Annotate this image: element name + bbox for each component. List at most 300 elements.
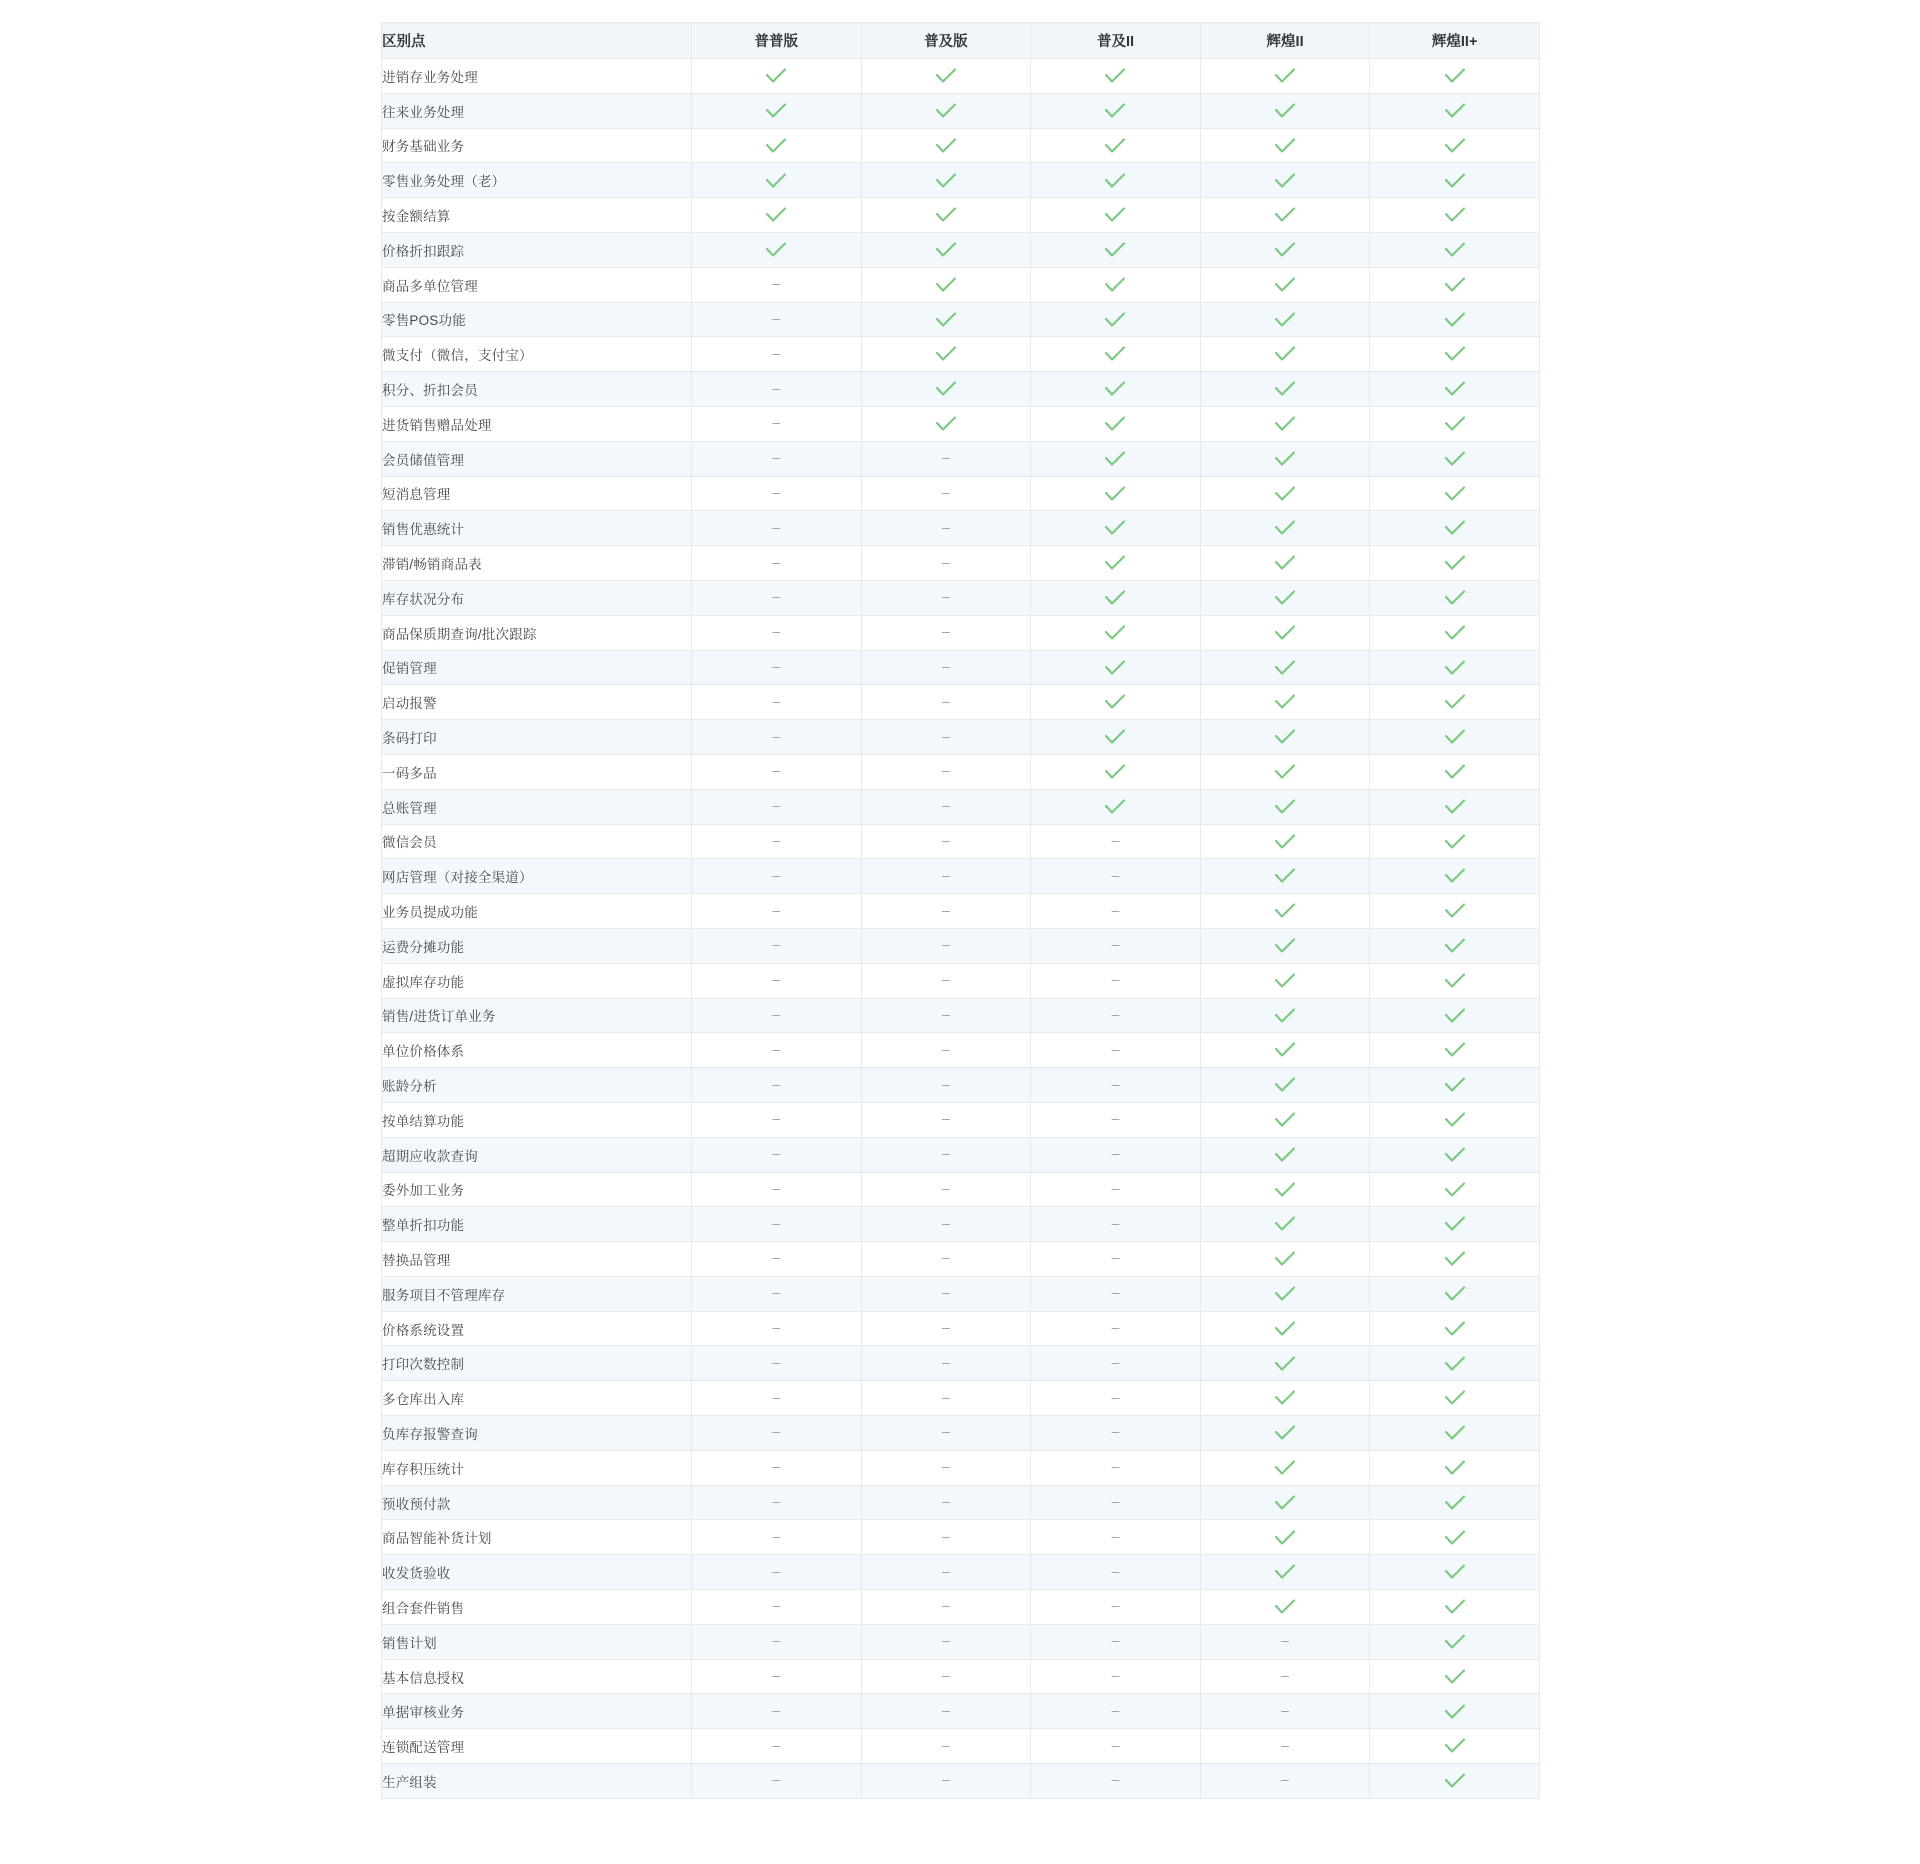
feature-support-cell [861,1694,1031,1729]
feature-support-cell [861,1450,1031,1485]
feature-support-cell [1370,720,1540,755]
feature-support-cell [1200,1381,1370,1416]
feature-support-cell [861,1729,1031,1764]
feature-support-cell [861,59,1031,94]
feature-support-cell [1370,615,1540,650]
check-icon [1274,1564,1296,1580]
feature-support-cell [1031,789,1201,824]
feature-support-cell [1200,1207,1370,1242]
check-icon [1444,1147,1466,1163]
table-header-row [382,23,1540,59]
feature-name-cell: 库存状况分布 [382,580,692,615]
check-icon [1444,1564,1466,1580]
feature-support-cell [1370,1729,1540,1764]
feature-support-cell [692,546,862,581]
feature-support-cell [692,894,862,929]
feature-name-cell: 财务基础业务 [382,128,692,163]
feature-support-cell [692,302,862,337]
check-icon [1444,903,1466,919]
feature-support-cell [1031,163,1201,198]
dash-icon: – [941,518,950,535]
feature-support-cell [692,998,862,1033]
table-row [382,1068,1540,1103]
feature-support-cell [692,1207,862,1242]
feature-support-cell [1200,754,1370,789]
table-row [382,1555,1540,1590]
feature-support-cell [1031,476,1201,511]
check-icon [1444,242,1466,258]
check-icon [1274,764,1296,780]
dash-icon: – [941,971,950,988]
dash-icon: – [1111,1040,1120,1057]
feature-support-cell [692,1694,862,1729]
dash-icon: – [941,1214,950,1231]
check-icon [1274,590,1296,606]
dash-icon: – [1111,1667,1120,1684]
dash-icon: – [772,1214,781,1231]
feature-support-cell [692,128,862,163]
feature-support-cell [1370,859,1540,894]
column-header-feature: 区别点 [382,23,692,59]
feature-support-cell [1200,998,1370,1033]
feature-support-cell [692,441,862,476]
feature-name-cell: 按金额结算 [382,198,692,233]
check-icon [1274,1460,1296,1476]
dash-icon: – [772,1319,781,1336]
table-row [382,1729,1540,1764]
check-icon [935,173,957,189]
feature-support-cell [1031,1381,1201,1416]
dash-icon: – [941,1562,950,1579]
feature-support-cell [861,1346,1031,1381]
feature-support-cell [1370,1590,1540,1625]
dash-icon: – [772,1388,781,1405]
dash-icon: – [941,1319,950,1336]
check-icon [765,138,787,154]
feature-support-cell [1200,1033,1370,1068]
feature-support-cell [1031,267,1201,302]
feature-name-cell: 零售POS功能 [382,302,692,337]
table-row [382,546,1540,581]
feature-name-cell: 销售计划 [382,1624,692,1659]
feature-name-cell: 按单结算功能 [382,1102,692,1137]
dash-icon: – [941,449,950,466]
check-icon [1104,138,1126,154]
check-icon [1444,1704,1466,1720]
dash-icon: – [1111,1423,1120,1440]
feature-support-cell [1200,789,1370,824]
feature-name-cell: 商品智能补货计划 [382,1520,692,1555]
check-icon [1444,1634,1466,1650]
check-icon [1274,68,1296,84]
feature-support-cell [1370,1311,1540,1346]
table-row [382,1694,1540,1729]
feature-support-cell [1200,615,1370,650]
dash-icon: – [772,414,781,431]
feature-support-cell [1031,963,1201,998]
feature-support-cell [1031,128,1201,163]
check-icon [1444,103,1466,119]
column-header-plan: 普及版 [861,23,1031,59]
feature-support-cell [861,441,1031,476]
feature-support-cell [861,685,1031,720]
feature-name-cell: 商品保质期查询/批次跟踪 [382,615,692,650]
feature-support-cell [1370,824,1540,859]
feature-support-cell [692,59,862,94]
check-icon [1274,207,1296,223]
feature-support-cell [861,1590,1031,1625]
check-icon [1274,1495,1296,1511]
dash-icon: – [1111,1493,1120,1510]
check-icon [1444,1738,1466,1754]
feature-support-cell [1200,1555,1370,1590]
check-icon [1444,416,1466,432]
dash-icon: – [772,1597,781,1614]
check-icon [1444,1216,1466,1232]
feature-support-cell [1031,1207,1201,1242]
feature-support-cell [1370,232,1540,267]
dash-icon: – [772,1701,781,1718]
check-icon [1274,1077,1296,1093]
feature-support-cell [861,894,1031,929]
table-row [382,302,1540,337]
feature-support-cell [692,1485,862,1520]
feature-support-cell [1031,1416,1201,1451]
feature-support-cell [1370,59,1540,94]
feature-support-cell [1200,1102,1370,1137]
feature-support-cell [1370,685,1540,720]
feature-support-cell [692,476,862,511]
check-icon [1104,346,1126,362]
feature-support-cell [1200,1242,1370,1277]
dash-icon: – [772,309,781,326]
dash-icon: – [1111,1075,1120,1092]
check-icon [935,416,957,432]
dash-icon: – [772,588,781,605]
check-icon [1444,1321,1466,1337]
feature-support-cell [861,824,1031,859]
dash-icon: – [941,762,950,779]
dash-icon: – [772,1145,781,1162]
table-row [382,789,1540,824]
table-row [382,1624,1540,1659]
feature-support-cell [1031,441,1201,476]
check-icon [1444,1599,1466,1615]
feature-support-cell [692,511,862,546]
check-icon [1444,1773,1466,1789]
check-icon [935,138,957,154]
check-icon [1444,555,1466,571]
check-icon [1104,381,1126,397]
feature-support-cell [1370,1450,1540,1485]
dash-icon: – [1111,1597,1120,1614]
feature-support-cell [861,1485,1031,1520]
feature-support-cell [861,163,1031,198]
feature-support-cell [1031,824,1201,859]
feature-support-cell [692,859,862,894]
table-row [382,754,1540,789]
feature-support-cell [861,1137,1031,1172]
check-icon [935,346,957,362]
check-icon [1444,520,1466,536]
table-row [382,337,1540,372]
feature-support-cell [1370,546,1540,581]
check-icon [1274,694,1296,710]
check-icon [765,173,787,189]
feature-name-cell: 基本信息授权 [382,1659,692,1694]
feature-support-cell [1031,580,1201,615]
feature-name-cell: 服务项目不管理库存 [382,1276,692,1311]
feature-support-cell [692,720,862,755]
feature-support-cell [1370,372,1540,407]
feature-support-cell [1370,650,1540,685]
check-icon [1104,207,1126,223]
feature-support-cell [1200,580,1370,615]
check-icon [1104,694,1126,710]
check-icon [1444,625,1466,641]
feature-support-cell [861,372,1031,407]
check-icon [935,207,957,223]
feature-support-cell [861,650,1031,685]
feature-support-cell [1370,267,1540,302]
feature-support-cell [1200,59,1370,94]
feature-name-cell: 网店管理（对接全渠道） [382,859,692,894]
check-icon [1274,555,1296,571]
check-icon [1274,903,1296,919]
table-row [382,1416,1540,1451]
dash-icon: – [941,901,950,918]
table-row [382,511,1540,546]
table-row [382,859,1540,894]
check-icon [1444,1251,1466,1267]
dash-icon: – [772,1423,781,1440]
check-icon [1104,103,1126,119]
dash-icon: – [1111,1249,1120,1266]
dash-icon: – [772,1667,781,1684]
feature-support-cell [861,93,1031,128]
check-icon [1274,1182,1296,1198]
dash-icon: – [941,1701,950,1718]
check-icon [1444,1669,1466,1685]
check-icon [1104,277,1126,293]
feature-name-cell: 条码打印 [382,720,692,755]
dash-icon: – [772,1110,781,1127]
dash-icon: – [772,1632,781,1649]
feature-comparison-table-container [381,22,1539,1799]
feature-support-cell [1370,476,1540,511]
feature-support-cell [1031,650,1201,685]
feature-name-cell: 业务员提成功能 [382,894,692,929]
feature-support-cell [1031,928,1201,963]
feature-support-cell [1031,198,1201,233]
table-row [382,1520,1540,1555]
table-row [382,720,1540,755]
check-icon [1274,346,1296,362]
feature-name-cell: 账龄分析 [382,1068,692,1103]
dash-icon: – [1281,1667,1289,1684]
feature-support-cell [1370,93,1540,128]
feature-support-cell [1031,1033,1201,1068]
feature-support-cell [861,754,1031,789]
check-icon [1274,973,1296,989]
feature-support-cell [861,1033,1031,1068]
feature-support-cell [1200,441,1370,476]
check-icon [1274,868,1296,884]
feature-support-cell [1370,1276,1540,1311]
dash-icon: – [941,1423,950,1440]
dash-icon: – [772,1284,781,1301]
check-icon [1104,625,1126,641]
dash-icon: – [772,727,781,744]
dash-icon: – [941,1771,950,1788]
table-row [382,198,1540,233]
dash-icon: – [772,797,781,814]
feature-support-cell [861,1276,1031,1311]
feature-support-cell [1031,232,1201,267]
check-icon [765,242,787,258]
check-icon [765,68,787,84]
feature-support-cell [692,406,862,441]
dash-icon: – [941,1632,950,1649]
check-icon [1274,277,1296,293]
feature-support-cell [1200,1346,1370,1381]
dash-icon: – [941,588,950,605]
feature-name-cell: 进货销售赠品处理 [382,406,692,441]
check-icon [1444,938,1466,954]
check-icon [1444,1390,1466,1406]
table-row [382,580,1540,615]
feature-support-cell [692,824,862,859]
feature-support-cell [1200,1590,1370,1625]
check-icon [765,207,787,223]
feature-name-cell: 微信会员 [382,824,692,859]
feature-support-cell [692,1729,862,1764]
feature-support-cell [1200,824,1370,859]
feature-support-cell [1031,1729,1201,1764]
feature-support-cell [1200,1659,1370,1694]
check-icon [1444,868,1466,884]
feature-support-cell [692,1068,862,1103]
feature-support-cell [692,963,862,998]
dash-icon: – [772,623,781,640]
table-row [382,1242,1540,1277]
feature-support-cell [1031,59,1201,94]
table-row [382,1207,1540,1242]
dash-icon: – [1111,1771,1120,1788]
check-icon [1274,799,1296,815]
feature-name-cell: 短消息管理 [382,476,692,511]
feature-name-cell: 会员储值管理 [382,441,692,476]
feature-support-cell [1031,1694,1201,1729]
feature-name-cell: 积分、折扣会员 [382,372,692,407]
feature-support-cell [692,93,862,128]
dash-icon: – [941,831,950,848]
feature-support-cell [1031,1450,1201,1485]
check-icon [1444,1008,1466,1024]
feature-support-cell [861,998,1031,1033]
dash-icon: – [772,449,781,466]
feature-support-cell [861,232,1031,267]
check-icon [1444,1286,1466,1302]
feature-name-cell: 价格折扣跟踪 [382,232,692,267]
dash-icon: – [941,1145,950,1162]
feature-name-cell: 滞销/畅销商品表 [382,546,692,581]
feature-support-cell [1370,302,1540,337]
table-row [382,1764,1540,1799]
feature-support-cell [1200,1276,1370,1311]
check-icon [1274,938,1296,954]
check-icon [1274,1599,1296,1615]
feature-support-cell [1031,615,1201,650]
table-row [382,232,1540,267]
check-icon [935,242,957,258]
feature-support-cell [1370,1555,1540,1590]
feature-support-cell [692,1624,862,1659]
feature-support-cell [1370,894,1540,929]
table-row [382,93,1540,128]
feature-support-cell [692,1346,862,1381]
feature-support-cell [1031,1172,1201,1207]
check-icon [1274,416,1296,432]
check-icon [1444,173,1466,189]
table-header [382,23,1540,59]
check-icon [1444,834,1466,850]
table-row [382,1172,1540,1207]
table-row [382,894,1540,929]
table-row [382,1590,1540,1625]
dash-icon: – [1111,1632,1120,1649]
feature-support-cell [1200,511,1370,546]
feature-support-cell [1370,1485,1540,1520]
feature-support-cell [1031,754,1201,789]
feature-support-cell [692,1764,862,1799]
feature-support-cell [861,1068,1031,1103]
feature-support-cell [692,1276,862,1311]
dash-icon: – [1111,1527,1120,1544]
feature-support-cell [1200,650,1370,685]
dash-icon: – [941,1493,950,1510]
dash-icon: – [772,1353,781,1370]
check-icon [1274,1112,1296,1128]
feature-support-cell [692,337,862,372]
check-icon [1104,764,1126,780]
feature-comparison-table [381,22,1540,1799]
table-row [382,372,1540,407]
check-icon [1104,486,1126,502]
table-row [382,1033,1540,1068]
check-icon [935,312,957,328]
column-header-plan: 普普版 [692,23,862,59]
feature-support-cell [1031,1311,1201,1346]
check-icon [1274,1147,1296,1163]
feature-support-cell [1031,1590,1201,1625]
feature-support-cell [692,928,862,963]
dash-icon: – [1111,1179,1120,1196]
table-row [382,163,1540,198]
feature-support-cell [1370,1659,1540,1694]
dash-icon: – [941,1110,950,1127]
feature-support-cell [692,754,862,789]
check-icon [1444,451,1466,467]
check-icon [1274,451,1296,467]
dash-icon: – [941,1075,950,1092]
feature-support-cell [1200,1137,1370,1172]
table-row [382,1276,1540,1311]
dash-icon: – [941,1040,950,1057]
feature-support-cell [692,1381,862,1416]
feature-support-cell [1370,1068,1540,1103]
check-icon [1104,68,1126,84]
